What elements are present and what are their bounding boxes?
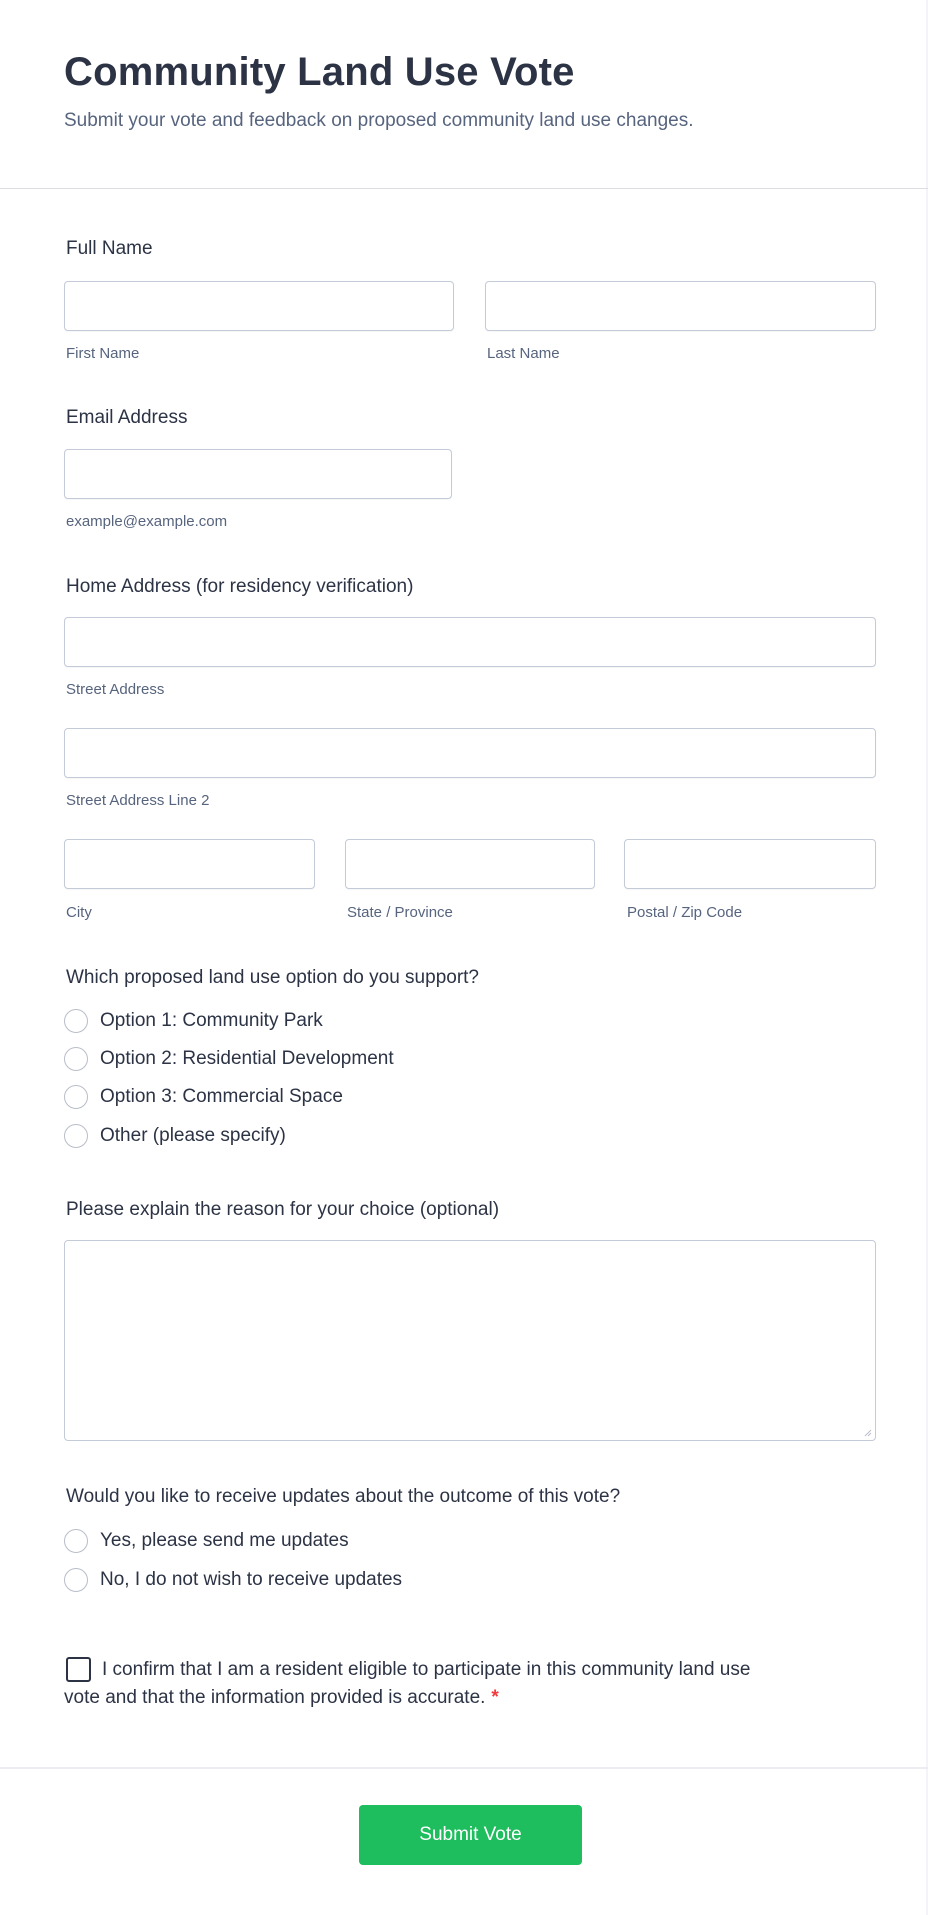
confirm-text: I confirm that I am a resident eligible to participate in this community land use vote and that the information provided is accurate. bbox=[64, 1659, 751, 1708]
zip-sublabel: Postal / Zip Code bbox=[627, 904, 743, 921]
radio-button[interactable] bbox=[64, 1529, 88, 1553]
updates-question: Would you like to receive updates about the outcome of this vote? bbox=[66, 1486, 621, 1507]
street-address-line2-input[interactable] bbox=[64, 728, 876, 778]
land-use-option-commercial[interactable] bbox=[64, 1082, 343, 1112]
email-input[interactable] bbox=[64, 449, 452, 499]
radio-label: Option 2: Residential Development bbox=[100, 1048, 394, 1069]
state-sublabel: State / Province bbox=[347, 904, 453, 921]
radio-label: Option 1: Community Park bbox=[100, 1010, 323, 1031]
state-input[interactable] bbox=[345, 839, 595, 889]
city-sublabel: City bbox=[66, 904, 92, 921]
radio-label: Other (please specify) bbox=[100, 1125, 286, 1146]
email-label: Email Address bbox=[66, 407, 188, 428]
reason-label: Please explain the reason for your choice (optional) bbox=[66, 1199, 500, 1220]
page-title: Community Land Use Vote bbox=[64, 50, 575, 94]
full-name-label: Full Name bbox=[66, 238, 153, 259]
footer-divider bbox=[0, 1767, 928, 1769]
radio-button[interactable] bbox=[64, 1009, 88, 1033]
street-address-line2-sublabel: Street Address Line 2 bbox=[66, 792, 210, 809]
last-name-input[interactable] bbox=[485, 281, 876, 331]
form-header bbox=[0, 0, 928, 189]
first-name-input[interactable] bbox=[64, 281, 454, 331]
street-address-sublabel: Street Address bbox=[66, 681, 165, 698]
radio-button[interactable] bbox=[64, 1047, 88, 1071]
radio-button[interactable] bbox=[64, 1085, 88, 1109]
city-input[interactable] bbox=[64, 839, 315, 889]
email-sublabel: example@example.com bbox=[66, 513, 228, 530]
radio-button[interactable] bbox=[64, 1568, 88, 1592]
updates-option-no[interactable] bbox=[64, 1565, 402, 1595]
submit-vote-button[interactable]: Submit Vote bbox=[359, 1805, 582, 1865]
land-use-option-other[interactable] bbox=[64, 1121, 286, 1151]
page-subtitle: Submit your vote and feedback on proposed community land use changes. bbox=[64, 110, 694, 131]
land-use-option-park[interactable] bbox=[64, 1006, 323, 1036]
radio-label: Option 3: Commercial Space bbox=[100, 1086, 343, 1107]
first-name-sublabel: First Name bbox=[66, 345, 140, 362]
radio-label: Yes, please send me updates bbox=[100, 1530, 349, 1551]
land-use-question: Which proposed land use option do you support? bbox=[66, 967, 479, 988]
updates-option-yes[interactable] bbox=[64, 1526, 349, 1556]
land-use-option-residential[interactable] bbox=[64, 1044, 394, 1074]
street-address-input[interactable] bbox=[64, 617, 876, 667]
resize-grip-icon[interactable] bbox=[864, 1429, 872, 1437]
required-marker: * bbox=[491, 1687, 499, 1708]
radio-button[interactable] bbox=[64, 1124, 88, 1148]
radio-label: No, I do not wish to receive updates bbox=[100, 1569, 403, 1590]
zip-input[interactable] bbox=[624, 839, 876, 889]
reason-textarea[interactable] bbox=[64, 1240, 876, 1441]
last-name-sublabel: Last Name bbox=[487, 345, 560, 362]
confirm-label bbox=[64, 1656, 764, 1712]
address-label: Home Address (for residency verification) bbox=[66, 576, 414, 597]
